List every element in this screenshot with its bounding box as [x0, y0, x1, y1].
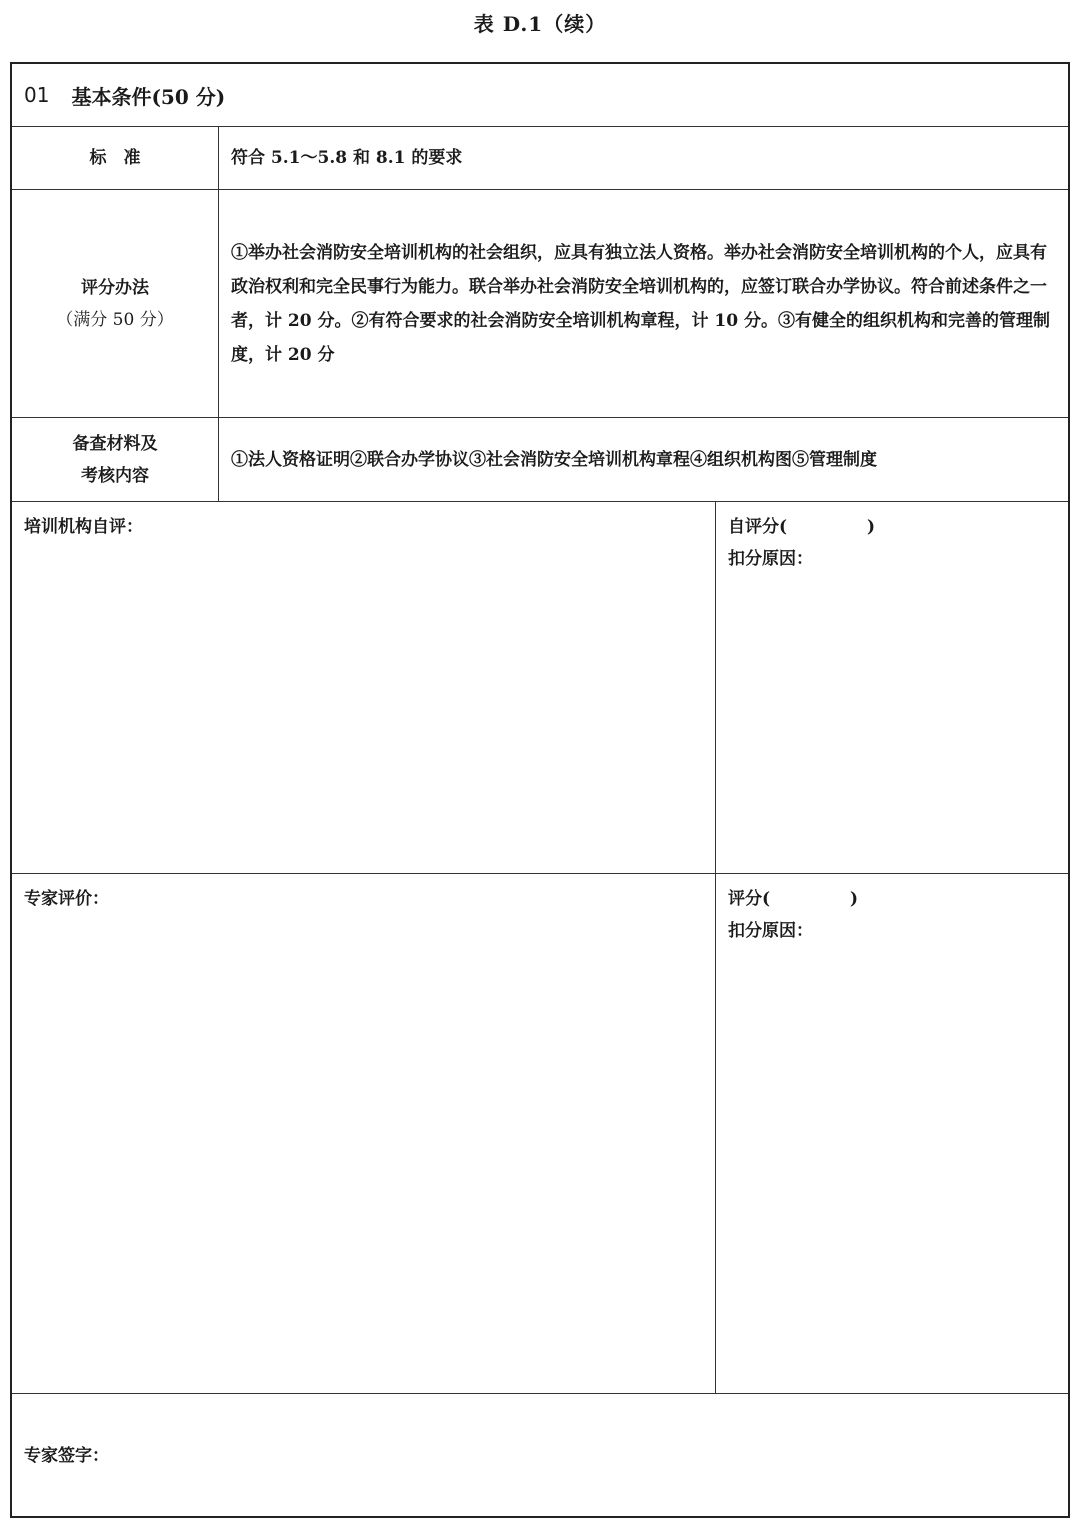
- materials-label-cell: [12, 418, 219, 501]
- signature-row[interactable]: [12, 1394, 1068, 1516]
- expert-eval-row: [12, 874, 1068, 1394]
- expert-eval-deduct-reason: 扣分原因：: [728, 921, 813, 941]
- section-header: [24, 64, 225, 126]
- self-eval-score-line: [728, 510, 1056, 544]
- expert-eval-score-label: 评分(: [728, 889, 771, 909]
- self-eval-score-label: 自评分(: [728, 517, 788, 537]
- materials-label-line2: 考核内容: [81, 465, 149, 486]
- self-eval-label: 培训机构自评：: [24, 517, 143, 537]
- standard-row: [12, 127, 1068, 190]
- self-eval-row: [12, 502, 1068, 874]
- section-title: 基本条件(50 分): [71, 84, 226, 109]
- evaluation-form: [10, 62, 1070, 1518]
- expert-eval-comment-area[interactable]: [12, 874, 716, 1393]
- self-eval-comment-area[interactable]: [12, 502, 716, 873]
- expert-eval-score-area[interactable]: [716, 874, 1068, 1393]
- self-eval-deduct-reason: 扣分原因：: [728, 549, 813, 569]
- materials-text: ①法人资格证明②联合办学协议③社会消防安全培训机构章程④组织机构图⑤管理制度: [231, 449, 877, 470]
- scoring-sublabel: （满分 50 分）: [56, 309, 174, 330]
- self-eval-score-area[interactable]: [716, 502, 1068, 873]
- section-code: 01: [24, 83, 50, 107]
- materials-row: [12, 418, 1068, 502]
- section-header-row: [12, 64, 1068, 127]
- scoring-row: [12, 190, 1068, 418]
- standard-text: 符合 5.1～5.8 和 8.1 的要求: [231, 148, 463, 168]
- scoring-label-cell: [12, 190, 219, 417]
- expert-eval-score-line: [728, 882, 1056, 916]
- materials-label-line1: 备查材料及: [72, 433, 158, 454]
- expert-eval-score-close: ): [850, 889, 859, 909]
- self-eval-score-close: ): [867, 517, 876, 537]
- scoring-text: ①举办社会消防安全培训机构的社会组织，应具有独立法人资格。举办社会消防安全培训机构的个人，应具有政治权利和完全民事行为能力。联合举办社会消防安全培训机构的，应签订联合办学协议。符合前述条件之一者，计 20 分。②有符合要求的社会消防安全培训机构章程，计 10 分。③有健全的组织机构和完善的管理制度，计 20 分: [231, 242, 1050, 365]
- expert-eval-label: 专家评价：: [24, 889, 109, 909]
- page-title: 表 D.1（续）: [473, 12, 607, 36]
- scoring-label: 评分办法: [80, 277, 149, 298]
- expert-signature-label: 专家签字：: [24, 1446, 109, 1466]
- standard-label: 标 准: [12, 127, 219, 189]
